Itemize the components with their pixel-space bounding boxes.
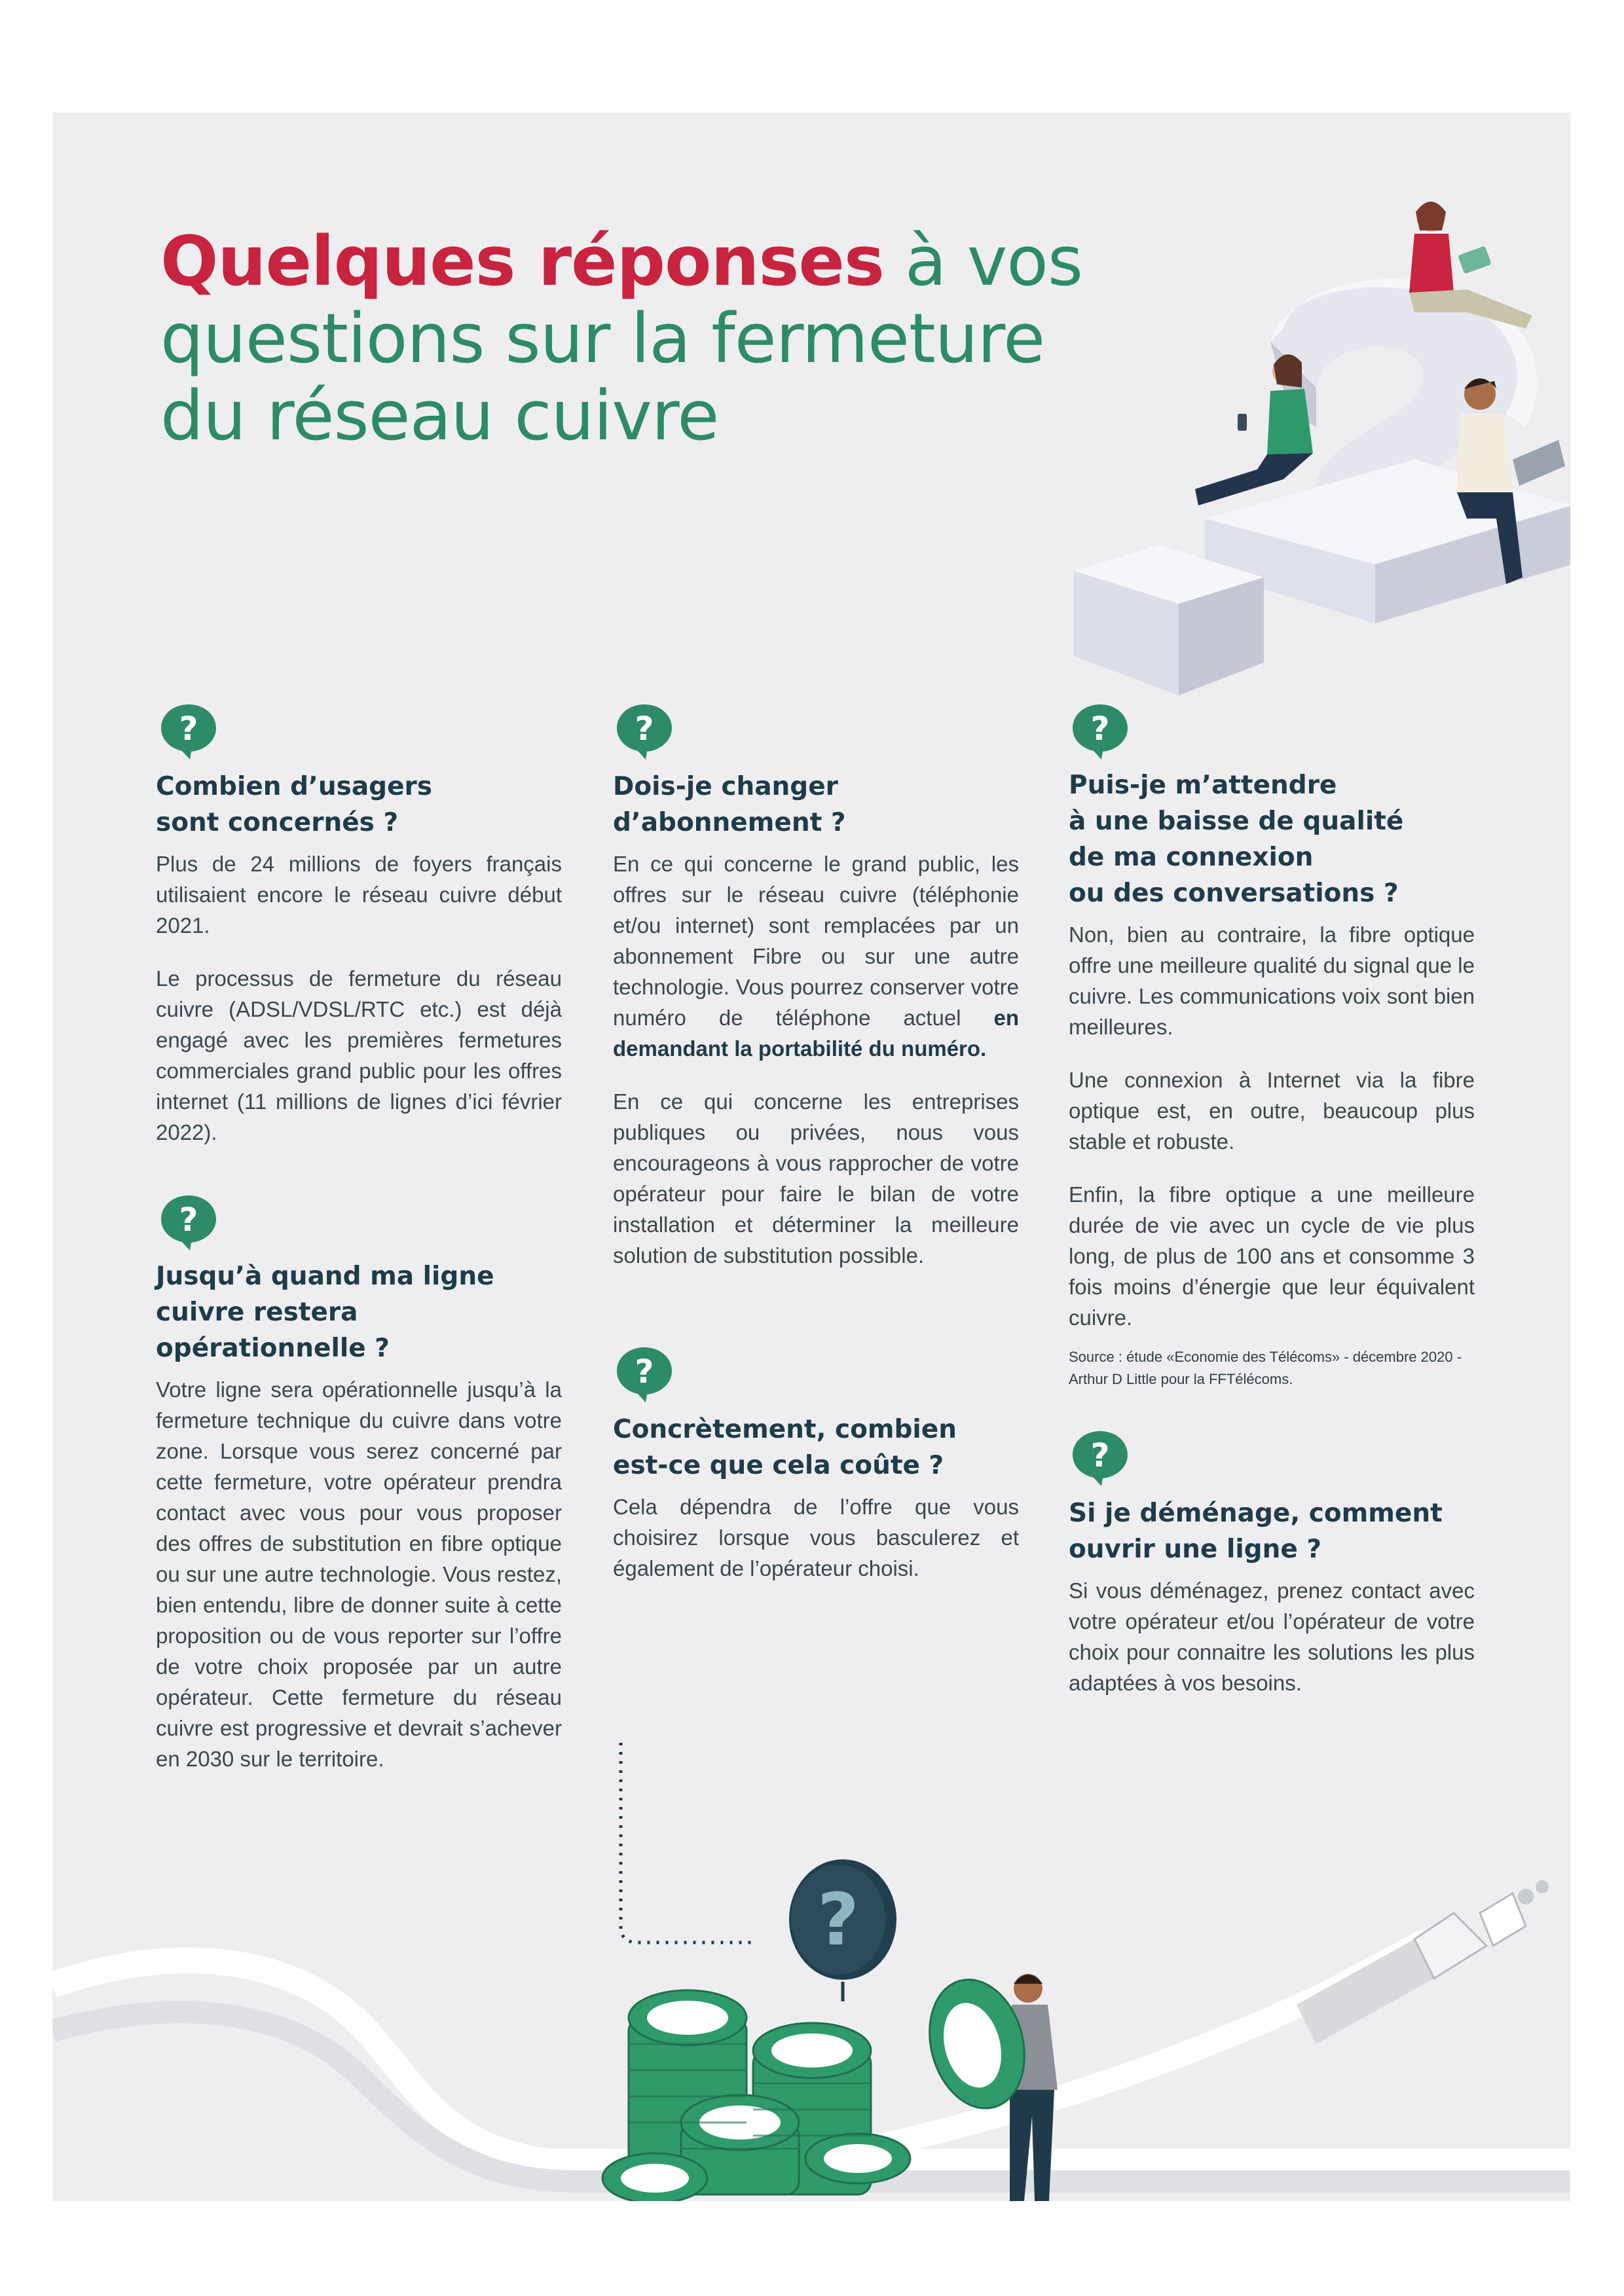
coins-and-fibre-cable-illustration	[52, 1573, 1570, 2201]
faq-text-abonnement-2: En ce qui concerne les entreprises publiques ou privées, nous vous encourageons à vous rapprocher de votre opérateur pour faire le bilan de votre installation et déterminer la meilleure solution de substitution possible.	[613, 1089, 1019, 1267]
svg-text:?: ?	[817, 1878, 859, 1961]
page-title	[160, 223, 1082, 454]
faq-text-qualite-3: Enfin, la fibre optique a une meilleure durée de vie avec un cycle de vie plus long, de plus de 100 ans et consomme 3 fois moins d’énergie que leur équivalent cuivre.	[1069, 1182, 1475, 1330]
faq-heading-ligne-cuivre: Jusqu’à quand ma ligne cuivre restera opérationnelle ?	[156, 1262, 494, 1363]
svg-text:?: ?	[179, 1201, 198, 1239]
brochure-page	[52, 113, 1570, 2201]
svg-text:?: ?	[1090, 710, 1110, 748]
question-bubble-icon	[613, 701, 676, 761]
svg-text:?: ?	[1090, 1436, 1110, 1474]
title-line3: du réseau cuivre	[160, 376, 719, 456]
faq-text-ligne-cuivre: Votre ligne sera opérationnelle jusqu’à la fermeture technique du cuivre dans votre zone. Lorsque vous serez concerné par cette fermeture, votre opérateur prendra contact avec vous pour vous proposer des offres de substitution en fibre optique ou sur une autre technologie. Vous restez, bien entendu, libre de donner suite à cette proposition ou de vous reporter sur l’offre de votre choix proposée par un autre opérateur. Cette fermeture du réseau cuivre est progressive et devrait s’achever en 2030 sur le territoire.	[156, 1377, 562, 1771]
question-mark-sculpture-illustration	[1008, 152, 1570, 715]
title-accent: Quelques réponses	[160, 221, 884, 301]
title-line2: questions sur la fermeture	[160, 299, 1045, 378]
faq-heading-qualite: Puis-je m’attendre à une baisse de qualité de ma connexion ou des conversations ?	[1069, 771, 1404, 908]
faq-text-qualite-2: Une connexion à Internet via la fibre optique est, en outre, beaucoup plus stable et robuste.	[1069, 1068, 1475, 1154]
question-bubble-icon	[157, 701, 220, 761]
faq-text-demenagement: Si vous déménagez, prenez contact avec votre opérateur et/ou l’opérateur de votre choix pour connaitre les solutions les plus adaptées à vos besoins.	[1069, 1578, 1475, 1695]
faq-text-cout: Cela dépendra de l’offre que vous choisirez lorsque vous basculerez et également de l’opérateur choisi.	[613, 1495, 1019, 1580]
faq-block-abonnement	[613, 769, 1019, 1293]
question-bubble-icon	[157, 1192, 220, 1252]
title-line1-rest: à vos	[883, 221, 1083, 301]
faq-text-qualite-1: Non, bien au contraire, la fibre optique offre une meilleure qualité du signal que le cuivre. Les communications voix sont bien meilleures.	[1069, 922, 1475, 1039]
faq-block-qualite	[1069, 767, 1475, 1391]
svg-text:?: ?	[179, 710, 198, 748]
source-note: Source : étude «Economie des Télécoms» - décembre 2020 - Arthur D Little pour la FFTélécoms.	[1069, 1349, 1462, 1387]
faq-heading-usagers: Combien d’usagers sont concernés ?	[156, 772, 432, 837]
question-bubble-icon	[613, 1343, 676, 1404]
faq-text-usagers-1: Plus de 24 millions de foyers français utilisaient encore le réseau cuivre début 2021.	[156, 852, 562, 938]
faq-text-abonnement-1: En ce qui concerne le grand public, les offres sur le réseau cuivre (téléphonie et/ou internet) sont remplacées par un abonnement Fibre ou sur une autre technologie. Vous pourrez conserver votre numéro de téléphone actuel en demandant la portabilité du numéro.	[613, 852, 1019, 1061]
faq-text-usagers-2: Le processus de fermeture du réseau cuivre (ADSL/VDSL/RTC etc.) est déjà engagé avec les premières fermetures commerciales grand public pour les offres internet (11 millions de lignes d’ici février 2022).	[156, 966, 562, 1144]
faq-heading-demenagement: Si je déménage, comment ouvrir une ligne ?	[1069, 1499, 1443, 1564]
faq-heading-cout: Concrètement, combien est-ce que cela coûte ?	[613, 1415, 957, 1480]
faq-block-usagers	[156, 769, 562, 1170]
question-bubble-icon	[1069, 1427, 1132, 1487]
svg-text:?: ?	[635, 1353, 654, 1391]
faq-heading-abonnement: Dois-je changer d’abonnement ?	[613, 772, 846, 837]
question-bubble-icon	[1069, 701, 1132, 761]
svg-text:?: ?	[635, 710, 654, 748]
